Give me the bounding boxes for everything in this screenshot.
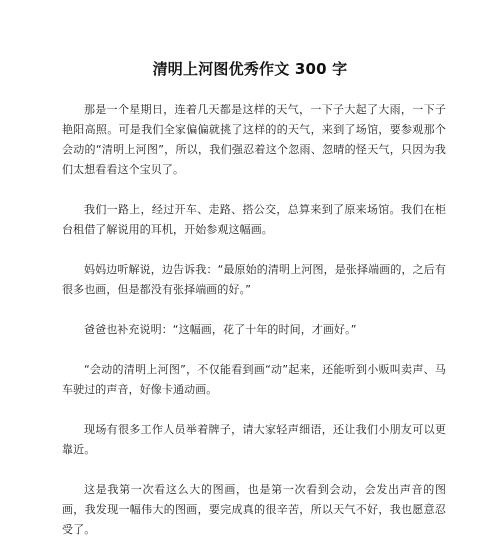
paragraph-4: 爸爸也补充说明：“这幅画，花了十年的时间，才画好。” [84,323,357,336]
paragraph-3: 妈妈边听解说，边告诉我：“最原始的清明上河图，是张择端画的，之后有很多也画，但是都没有张择端画的好。” [62,263,446,296]
paragraph-7: 这是我第一次看这么大的图画，也是第一次看到会动，会发出声音的图画，我发现一幅伟大的图画，要完成真的很辛苦，所以天气不好，我也愿意忍受了。 [62,483,446,536]
paragraph-6: 现场有很多工作人员举着牌子，请大家轻声细语，还让我们小朋友可以更靠近。 [62,423,446,456]
paragraph-2: 我们一路上，经过开车、走路、搭公交，总算来到了原来场馆。我们在柜台租借了解说用的耳机，开始参观这幅画。 [62,203,446,236]
document-body [62,100,446,560]
paragraph-1: 那是一个星期日，连着几天都是这样的天气，一下子大起了大雨，一下子艳阳高照。可是我们全家偏偏就挑了这样的的天气，来到了场馆，要参观那个会动的“清明上河图”，所以，我们强忍着这个忽雨、忽晴的怪天气，只因为我们太想看看这个宝贝了。 [62,103,446,176]
document-title: 清明上河图优秀作文 300 字 [152,60,348,78]
paragraph-5: “会动的清明上河图”，不仅能看到画“动”起来，还能听到小贩叫卖声、马车驶过的声音，好像卡通动画。 [62,363,446,396]
